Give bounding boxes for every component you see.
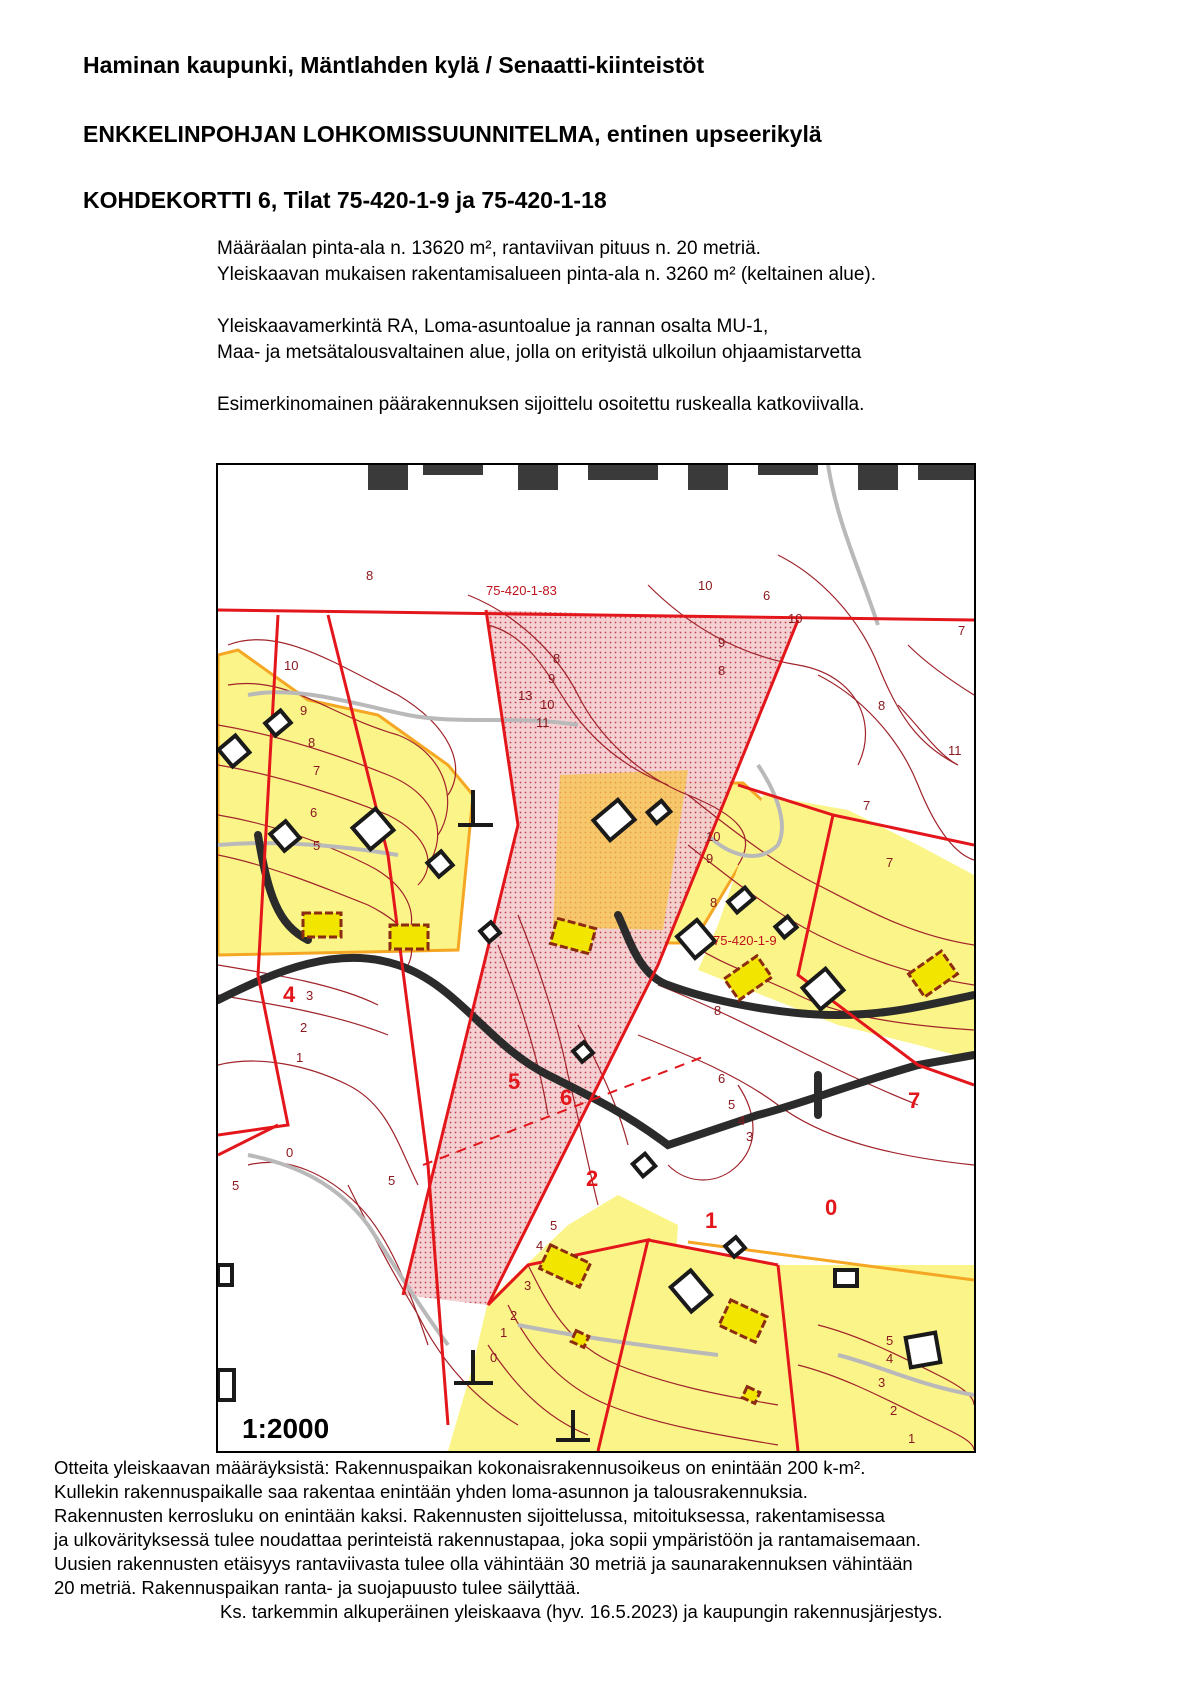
footer-line-5: Uusien rakennusten etäisyys rantaviivasta tulee olla vähintään 30 metriä ja saunarakennuksen vähintään	[54, 1553, 913, 1574]
contour-label: 2	[300, 1020, 308, 1035]
contour-label: 1	[296, 1050, 304, 1065]
contour-label: 3	[524, 1278, 532, 1293]
building-area-lot-4	[218, 650, 473, 955]
contour-label: 10	[788, 611, 803, 626]
contour-label: 5	[313, 838, 321, 853]
zoning-line-2: Maa- ja metsätalousvaltainen alue, jolla on erityistä ulkoilun ohjaamistarvetta	[217, 342, 862, 363]
contour-label: 1	[500, 1325, 508, 1340]
contour-label: 6	[310, 805, 318, 820]
contour-label: 2	[510, 1308, 518, 1323]
lot-number-0: 0	[825, 1195, 838, 1220]
footer-line-4: ja ulkovärityksessä tulee noudattaa perinteistä rakennustapaa, joka sopii ympäristöön ja rantamaisemaan.	[54, 1529, 921, 1550]
contour-label: 8	[366, 568, 374, 583]
contour-label: 9	[548, 671, 556, 686]
lot-number-7: 7	[908, 1088, 921, 1113]
contour-label: 7	[886, 855, 894, 870]
contour-label: 3	[746, 1129, 754, 1144]
contour-label: 1	[908, 1431, 916, 1446]
map-canvas	[218, 465, 974, 1451]
contour-label: 5	[728, 1097, 736, 1112]
contour-label: 9	[706, 851, 714, 866]
contour-label: 13	[518, 688, 533, 703]
footer-block	[54, 1456, 943, 1624]
footer-line-1: Otteita yleiskaavan määräyksistä: Rakennuspaikan kokonaisrakennusoikeus on enintään 200 k-m².	[54, 1457, 866, 1478]
contour-label: 10	[706, 829, 721, 844]
footer-line-2: Kullekin rakennuspaikalle saa rakentaa enintään yhden loma-asunnon ja talousrakennuksia.	[54, 1481, 808, 1502]
contour-label: 5	[388, 1173, 396, 1188]
header-card-title: KOHDEKORTTI 6, Tilat 75-420-1-9 ja 75-420-1-18	[83, 187, 607, 213]
area-line-1: Määräalan pinta-ala n. 13620 m², rantaviivan pituus n. 20 metriä.	[217, 238, 761, 259]
header-plan-title: ENKKELINPOHJAN LOHKOMISSUUNNITELMA, entinen upseerikylä	[83, 121, 822, 147]
contour-label: 8	[553, 651, 561, 666]
lot-number-2: 2	[586, 1166, 599, 1191]
contour-label: 9	[718, 635, 726, 650]
contour-label: 6	[763, 588, 771, 603]
zoning-line-1: Yleiskaavamerkintä RA, Loma-asuntoalue ja rannan osalta MU-1,	[217, 316, 769, 337]
contour-label: 7	[313, 763, 321, 778]
road-name-lettering	[368, 465, 974, 490]
map-frame	[216, 463, 976, 1453]
contour-label: 7	[863, 798, 871, 813]
contour-label: 4	[886, 1351, 894, 1366]
footer-line-6: 20 metriä. Rakennuspaikan ranta- ja suojapuusto tulee säilyttää.	[54, 1577, 581, 1598]
contour-label: 8	[718, 663, 726, 678]
map-scale: 1:2000	[236, 1413, 335, 1445]
parcel-label-north: 75-420-1-83	[486, 583, 557, 598]
contour-label: 4	[536, 1238, 544, 1253]
contour-label: 8	[878, 698, 886, 713]
contour-label: 0	[490, 1350, 498, 1365]
contour-label: 3	[306, 988, 314, 1003]
contour-label: 8	[714, 1003, 722, 1018]
footer-line-3: Rakennusten kerrosluku on enintään kaksi. Rakennusten sijoittelussa, mitoituksessa, rakentamisessa	[54, 1505, 885, 1526]
description-block	[217, 236, 876, 418]
lot-number-5: 5	[508, 1069, 521, 1094]
contour-label: 10	[698, 578, 713, 593]
contour-label: 4	[738, 1113, 746, 1128]
contour-label: 6	[718, 1071, 726, 1086]
parcel-label-main: 75-420-1-9	[713, 933, 777, 948]
lot-number-1: 1	[705, 1208, 718, 1233]
contour-label: 8	[308, 735, 316, 750]
placement-line: Esimerkinomainen päärakennuksen sijoittelu osoitettu ruskealla katkoviivalla.	[217, 394, 865, 415]
contour-label: 7	[958, 623, 966, 638]
lot-number-4: 4	[283, 982, 296, 1007]
contour-label: 5	[232, 1178, 240, 1193]
area-line-2: Yleiskaavan mukaisen rakentamisalueen pinta-ala n. 3260 m² (keltainen alue).	[217, 264, 877, 285]
contour-label: 5	[550, 1218, 558, 1233]
contour-label: 5	[886, 1333, 894, 1348]
contour-label: 9	[300, 703, 308, 718]
lot-number-6: 6	[560, 1085, 573, 1110]
footer-reference: Ks. tarkemmin alkuperäinen yleiskaava (hyv. 16.5.2023) ja kaupungin rakennusjärjestys.	[220, 1601, 943, 1622]
contour-label: 11	[536, 715, 550, 730]
contour-label: 3	[878, 1375, 886, 1390]
contour-label: 10	[284, 658, 299, 673]
contour-label: 10	[540, 697, 555, 712]
contour-label: 8	[710, 895, 718, 910]
contour-label: 0	[286, 1145, 294, 1160]
contour-label: 2	[890, 1403, 898, 1418]
contour-label: 11	[948, 743, 962, 758]
header-municipality: Haminan kaupunki, Mäntlahden kylä / Senaatti-kiinteistöt	[83, 52, 705, 78]
